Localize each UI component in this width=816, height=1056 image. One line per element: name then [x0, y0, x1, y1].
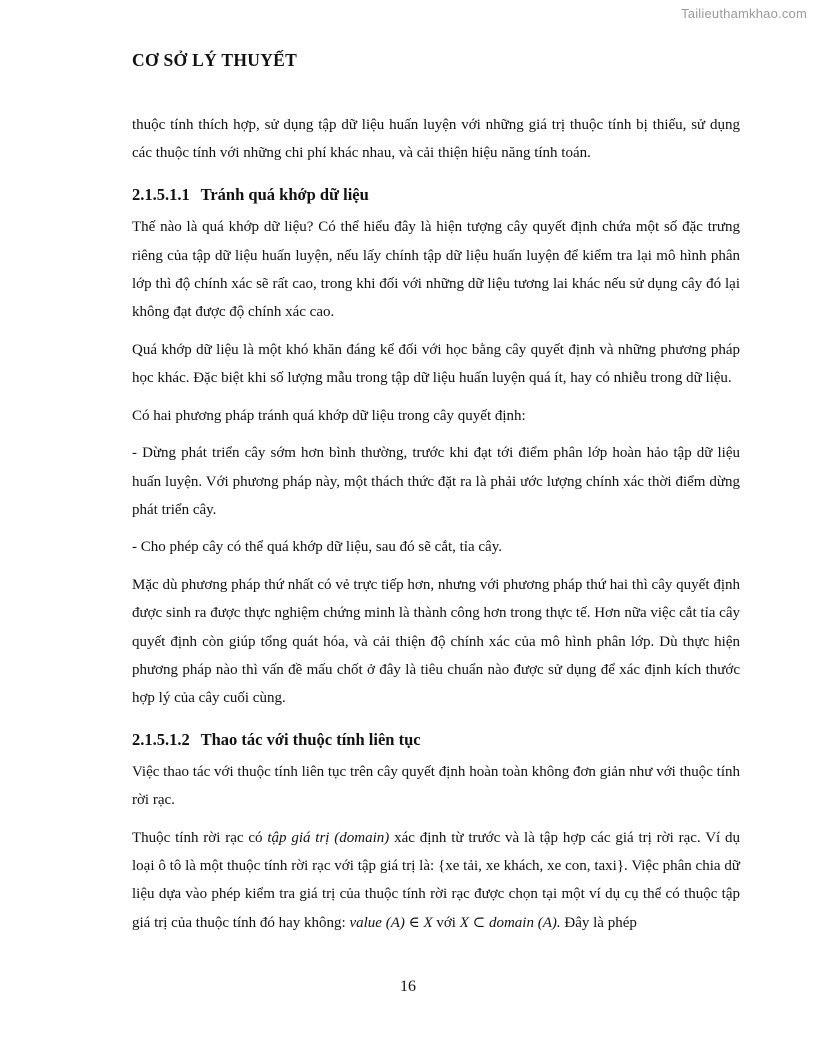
section-title: Thao tác với thuộc tính liên tục: [200, 730, 421, 750]
section-heading-2: [132, 728, 740, 752]
paragraph: Mặc dù phương pháp thứ nhất có vẻ trực tiếp hơn, nhưng với phương pháp thứ hai thì cây quyết định được sinh ra được thực nghiệm chứng minh là thành công hơn trong thực tế. Hơn nữa việc cắt tỉa cây quyết định còn giúp tổng quát hóa, và cải thiện độ chính xác của mô hình phân lớp. Dù thực hiện phương pháp nào thì vấn đề mấu chốt ở đây là tiêu chuẩn nào được sử dụng để xác định kích thước hợp lý của cây cuối cùng.: [132, 577, 740, 706]
paragraph: Việc thao tác với thuộc tính liên tục trên cây quyết định hoàn toàn không đơn giản như với thuộc tính rời rạc.: [132, 764, 740, 809]
section-number: 2.1.5.1.2: [132, 730, 190, 750]
section-heading-1: [132, 183, 740, 207]
paragraph: Quá khớp dữ liệu là một khó khăn đáng kể đối với học bằng cây quyết định và những phương pháp học khác. Đặc biệt khi số lượng mẫu trong tập dữ liệu huấn luyện quá ít, hay có nhiễu trong dữ liệu.: [132, 341, 740, 386]
page-content: [132, 111, 740, 946]
intro-paragraph: thuộc tính thích hợp, sử dụng tập dữ liệu huấn luyện với những giá trị thuộc tính bị thiếu, sử dụng các thuộc tính với những chi phí khác nhau, và cải thiện hiệu năng tính toán.: [132, 117, 740, 162]
watermark: Tailieuthamkhao.com: [681, 6, 807, 21]
italic-term: tập giá trị (domain): [267, 830, 390, 847]
text-run: Đây là phép: [560, 914, 637, 931]
italic-formula: X ⊂ domain (A).: [459, 914, 561, 931]
italic-formula: value (A) ∈ X: [349, 914, 433, 931]
paragraph: Có hai phương pháp tránh quá khớp dữ liệu trong cây quyết định:: [132, 407, 526, 424]
list-item: - Dừng phát triển cây sớm hơn bình thường, trước khi đạt tới điểm phân lớp hoàn hảo tập dữ liệu huấn luyện. Với phương pháp này, một thách thức đặt ra là phải ước lượng chính xác thời điểm dừng phát triển cây.: [132, 445, 740, 518]
list-item: - Cho phép cây có thể quá khớp dữ liệu, sau đó sẽ cắt, tỉa cây.: [132, 539, 502, 556]
section-number: 2.1.5.1.1: [132, 185, 190, 205]
paragraph: Thế nào là quá khớp dữ liệu? Có thể hiểu đây là hiện tượng cây quyết định chứa một số đặc trưng riêng của tập dữ liệu huấn luyện, nếu lấy chính tập dữ liệu huấn luyện để kiểm tra lại mô hình phân lớp thì độ chính xác sẽ rất cao, trong khi đối với những dữ liệu tương lai khác nếu sử dụng cây đó lại không đạt được độ chính xác cao.: [132, 219, 740, 321]
chapter-header: CƠ SỞ LÝ THUYẾT: [132, 50, 298, 70]
text-run: với: [432, 914, 460, 931]
text-run: Thuộc tính rời rạc có: [132, 830, 268, 847]
page-number: 16: [400, 978, 416, 995]
text-run: xác định từ trước và là tập hợp các giá trị rời rạc. Ví dụ loại ô tô là một thuộc tính rời rạc với tập giá trị là: {xe tải, xe khách, xe con, taxi}. Việc phân chia dữ liệu dựa vào phép kiểm tra giá trị của thuộc tính rời rạc được chọn tại một ví dụ cụ thể có thuộc tập giá trị của thuộc tính đó hay không:: [132, 830, 741, 931]
paragraph: [132, 824, 740, 937]
section-title: Tránh quá khớp dữ liệu: [200, 185, 369, 205]
